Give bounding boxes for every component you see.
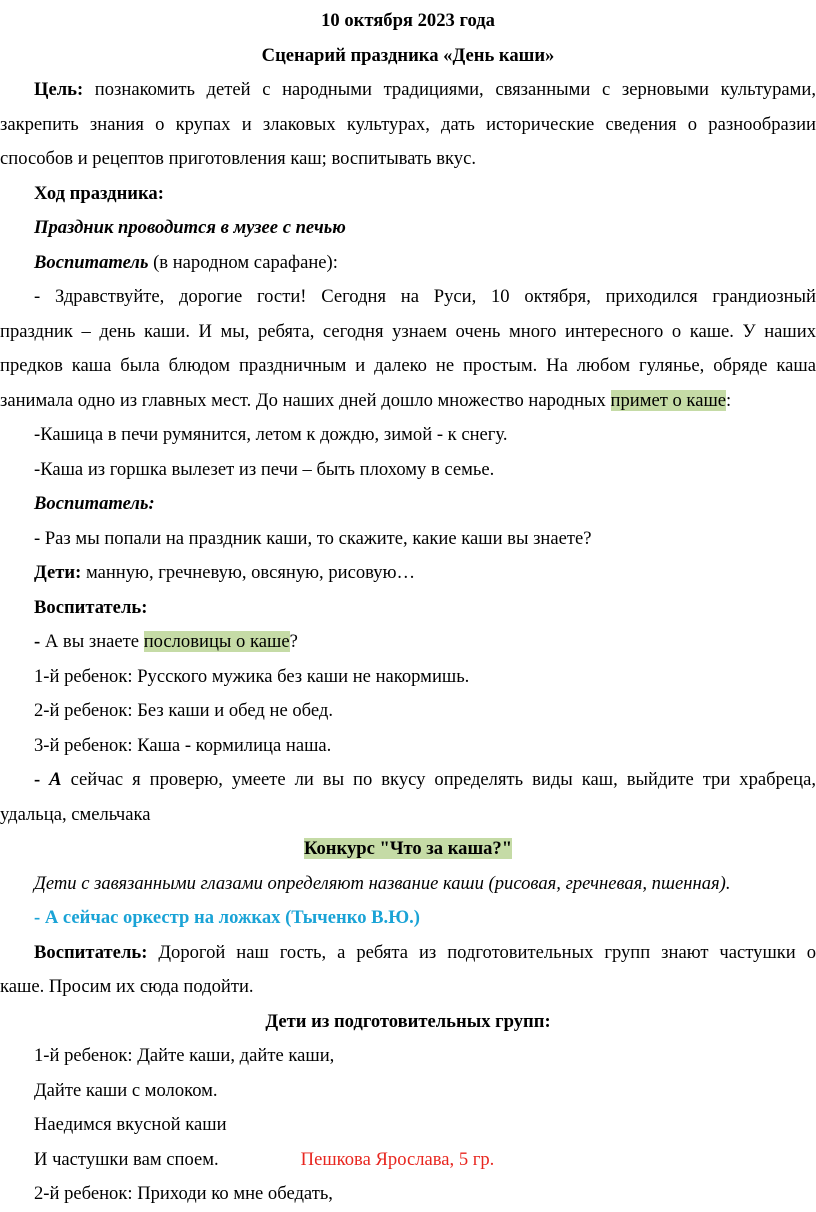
omens-highlight: примет о каше <box>610 389 727 411</box>
verse-line: Наедимся вкусной каши <box>34 1114 227 1135</box>
children-label: Дети: <box>34 562 82 583</box>
teacher-invite-line-2: каше. Просим их сюда подойти. <box>0 976 254 997</box>
taste-check-a: А <box>40 769 62 790</box>
greeting-line-4-text: занимала одно из главных мест. До наших дней дошло множество народных <box>0 389 611 411</box>
verse-line: И частушки вам споем. <box>34 1148 219 1170</box>
contest-title: Конкурс "Что за каша?" <box>303 838 513 859</box>
greeting-line-4 <box>0 384 816 419</box>
document-date: 10 октября 2023 года <box>321 10 495 31</box>
verse-line: Дайте каши с молоком. <box>34 1079 218 1101</box>
omen-item: -Кашица в печи румянится, летом к дождю, зимой - к снегу. <box>34 424 508 445</box>
orchestra-line: - А сейчас оркестр на ложках (Тыченко В.Ю.) <box>34 907 420 928</box>
dash: - <box>34 631 41 652</box>
verse-author: Пешкова Ярослава, 5 гр. <box>300 1148 495 1170</box>
next-verse-line: 2-й ребенок: Приходи ко мне обедать, <box>34 1183 333 1204</box>
goal-text-1: познакомить детей с народными традициями, связанными с зерновыми культурами, <box>83 79 816 100</box>
children-answer-text: манную, гречневую, овсяную, рисовую… <box>81 562 416 583</box>
greeting-line-3: предков каша была блюдом праздничным и далеко не простым. На любом гулянье, обряде каша <box>0 355 816 376</box>
proverbs-question <box>0 625 816 660</box>
course-heading: Ход праздника: <box>34 182 164 204</box>
teacher-invite-line-1 <box>0 936 816 971</box>
contest-title-row <box>0 832 816 867</box>
teacher-intro <box>0 246 816 281</box>
proverb-item: 1-й ребенок: Русского мужика без каши не накормишь. <box>34 665 470 687</box>
teacher-invite-label: Воспитатель: <box>34 941 148 963</box>
goal-line-2: закрепить знания о крупах и злаковых культурах, дать исторические сведения о разнообразии <box>0 113 816 135</box>
children-answer <box>0 556 816 591</box>
verse-line-with-author <box>0 1143 816 1178</box>
proverb-item: 2-й ребенок: Без каши и обед не обед. <box>34 700 333 721</box>
goal-line-1 <box>0 73 816 108</box>
taste-check-text: сейчас я проверю, умеете ли вы по вкусу определять виды каш, выйдите три храбреца, <box>61 769 816 790</box>
omen-item: -Каша из горшка вылезет из печи – быть плохому в семье. <box>34 458 495 480</box>
location-note: Праздник проводится в музее с печью <box>34 217 346 238</box>
teacher-invite-text: Дорогой наш гость, а ребята из подготовительных групп знают частушки о <box>147 941 816 963</box>
contest-note: Дети с завязанными глазами определяют название каши (рисовая, гречневая, пшенная). <box>34 872 731 894</box>
verse-line: 1-й ребенок: Дайте каши, дайте каши, <box>34 1045 335 1066</box>
goal-label: Цель: <box>34 79 84 100</box>
teacher-label-bold: Воспитатель: <box>34 596 148 618</box>
question-kinds: - Раз мы попали на праздник каши, то скажите, какие каши вы знаете? <box>34 527 592 549</box>
teacher-intro-note: (в народном сарафане): <box>148 251 338 273</box>
proverb-item: 3-й ребенок: Каша - кормилица наша. <box>34 734 332 756</box>
document-title: Сценарий праздника «День каши» <box>261 44 555 66</box>
goal-line-3: способов и рецептов приготовления каш; воспитывать вкус. <box>0 148 476 169</box>
proverbs-question-end: ? <box>289 631 298 652</box>
greeting-line-1: - Здравствуйте, дорогие гости! Сегодня на Руси, 10 октября, приходился грандиозный <box>34 286 816 307</box>
groups-heading: Дети из подготовительных групп: <box>265 1010 551 1032</box>
proverbs-question-text: А вы знаете <box>40 631 144 652</box>
proverbs-highlight: пословицы о каше <box>143 631 290 652</box>
dash: - <box>34 769 41 790</box>
taste-check-line-2: удальца, смельчака <box>0 803 151 825</box>
teacher-label-italic: Воспитатель: <box>34 493 155 514</box>
taste-check-line-1 <box>0 763 816 798</box>
greeting-line-2: праздник – день каши. И мы, ребята, сегодня узнаем очень много интересного о каше. У наших <box>0 320 816 342</box>
greeting-line-4-end: : <box>726 389 732 411</box>
teacher-role: Воспитатель <box>34 251 149 273</box>
